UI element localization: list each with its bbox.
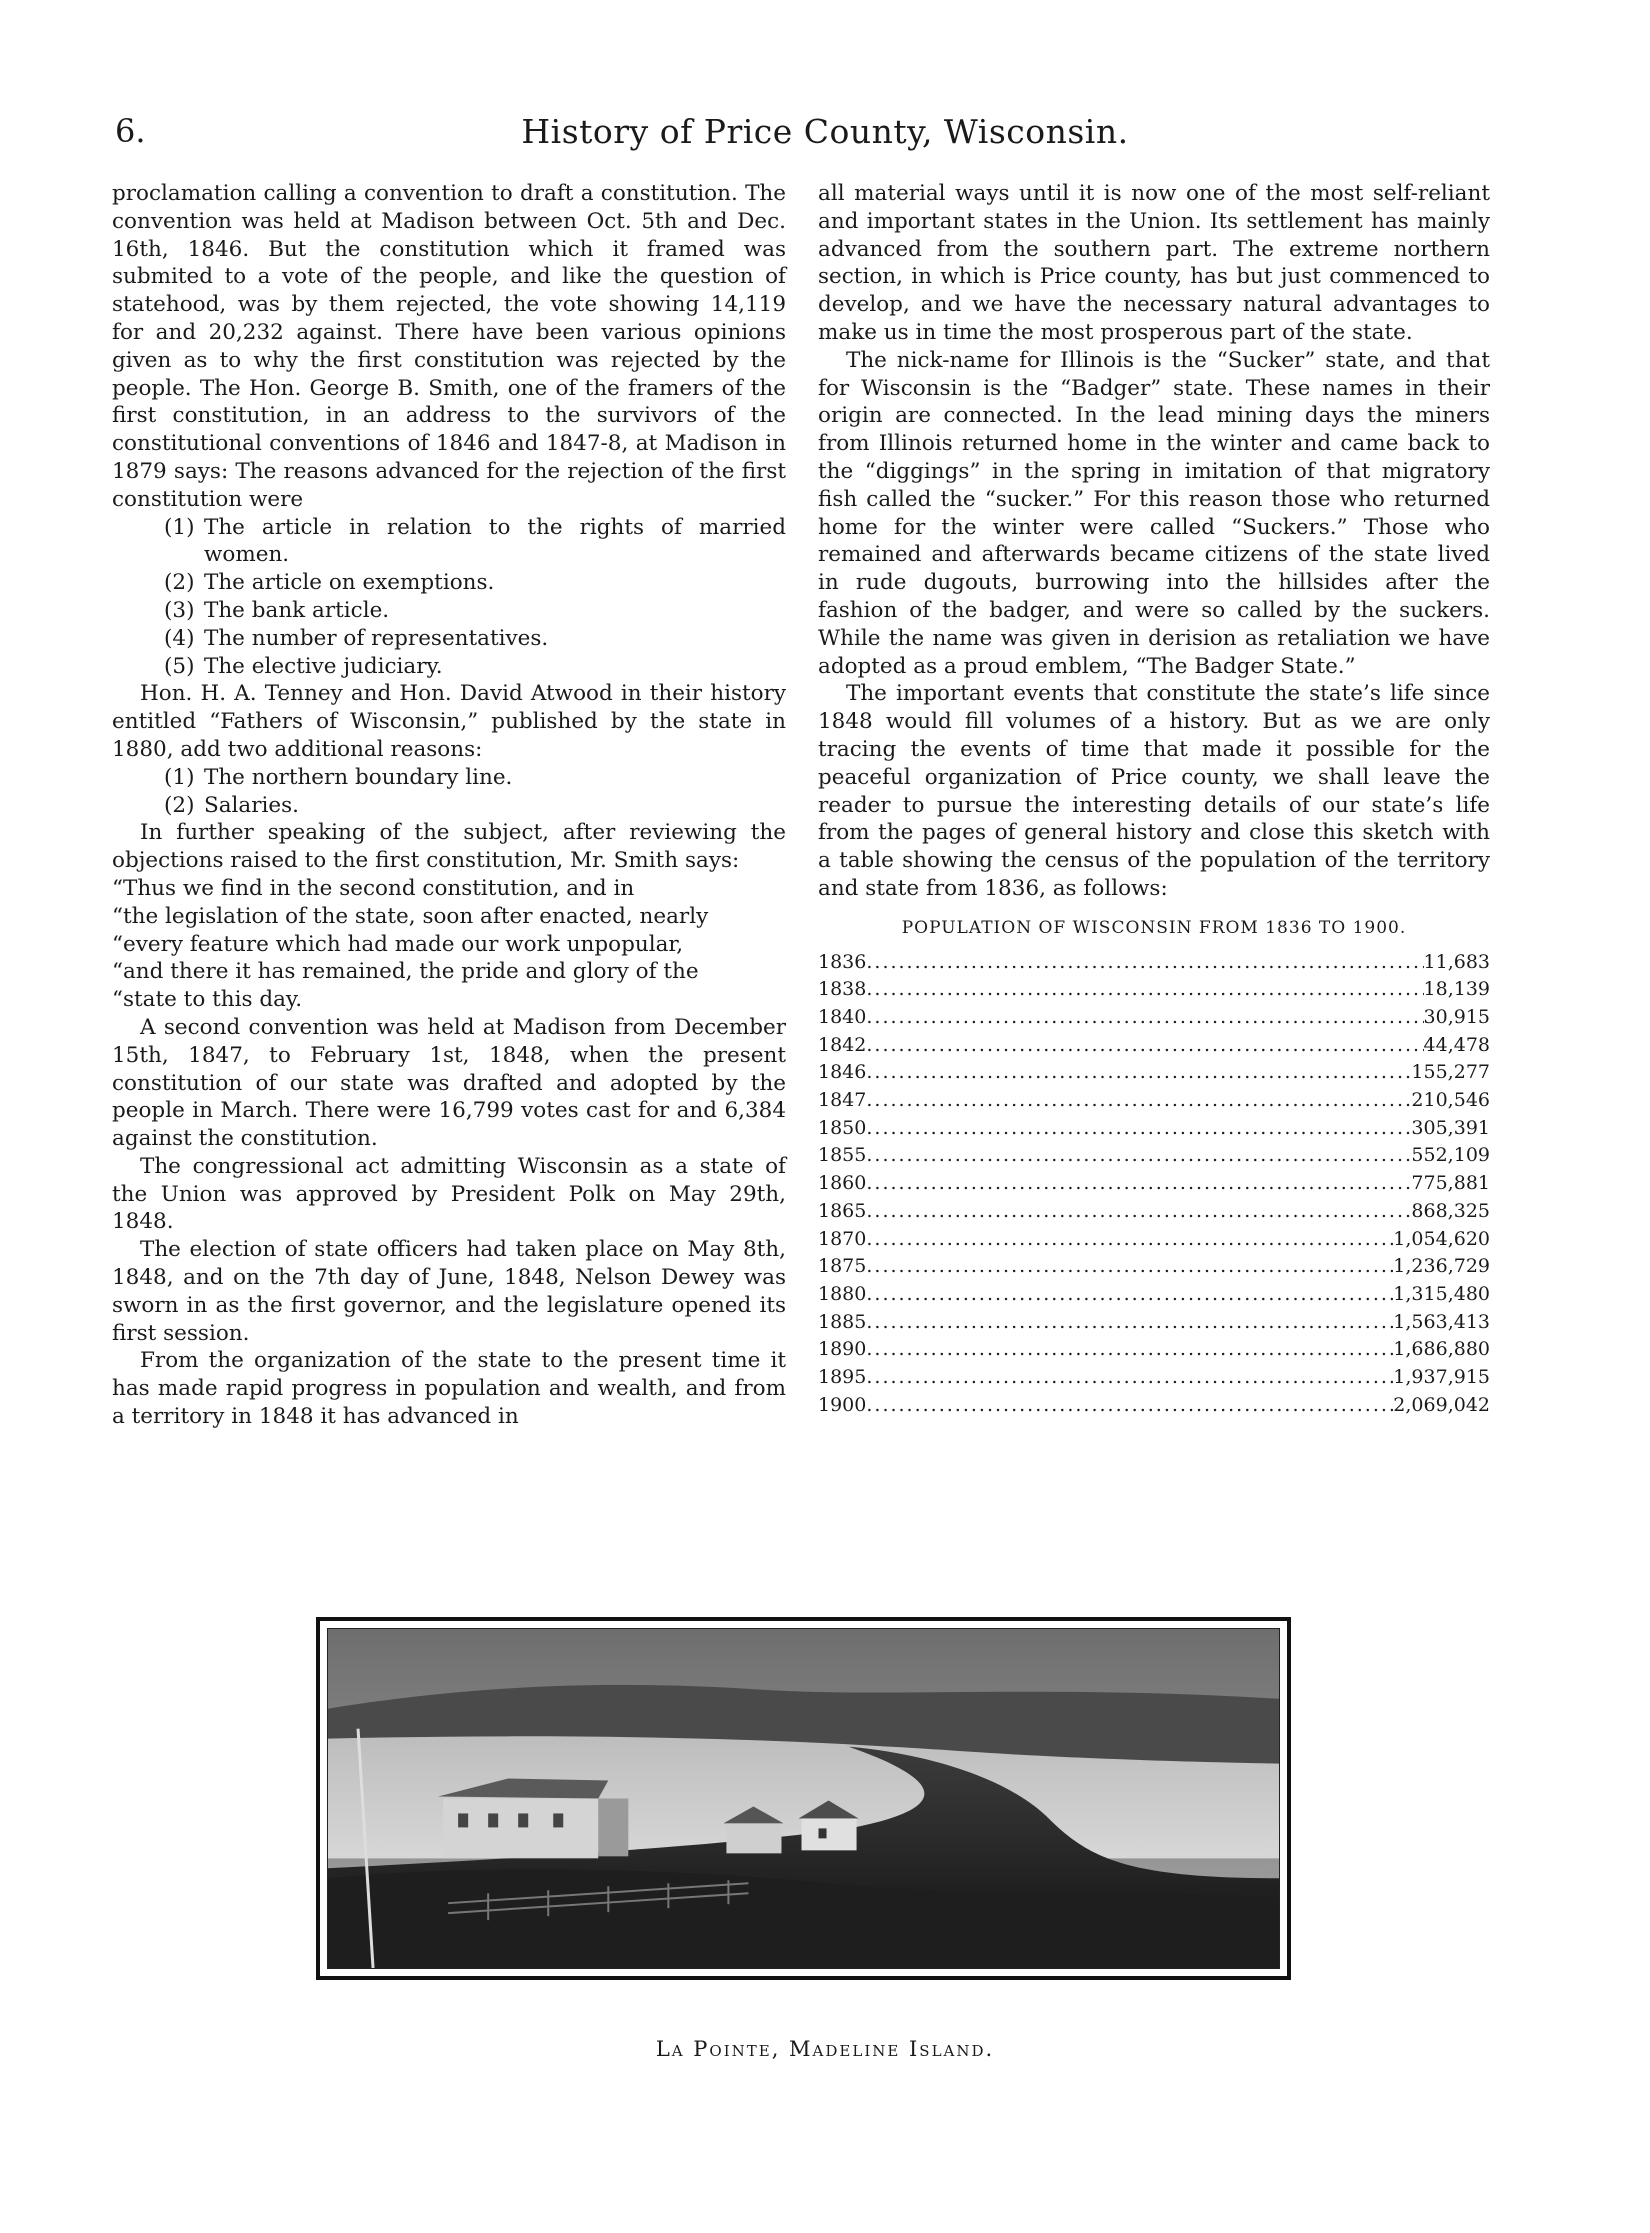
paragraph: From the organization of the state to the present time it has made rapid progress in population and wealth, and from a territory in 1848 it has advanced in — [112, 1348, 786, 1430]
landscape-illustration — [328, 1629, 1279, 1968]
year-cell: 1870 — [818, 1227, 867, 1250]
list-text: The article on exemptions. — [204, 570, 495, 596]
dot-leader — [866, 949, 1423, 977]
paragraph: proclamation calling a convention to draft a constitution. The convention was held at Madison between Oct. 5th and Dec. 16th, 1846. But the constitution which it framed was submited to a vote of the people, and like the question of statehood, was by them rejected, the vote showing 14,119 for and 20,232 against. There have been various opinions given as to why the first constitution was rejected by the people. The Hon. George B. Smith, one of the framers of the first constitution, in an address to the survivors of the constitutional conventions of 1846 and 1847-8, at Madison in 1879 says: The reasons advanced for the rejection of the first constitution were — [112, 181, 786, 512]
list-item — [112, 569, 786, 597]
population-cell: 868,325 — [1411, 1199, 1490, 1222]
year-cell: 1860 — [818, 1172, 867, 1195]
list-number: (1) — [164, 514, 195, 540]
year-cell: 1900 — [818, 1393, 867, 1416]
dot-leader — [866, 1392, 1393, 1420]
table-row — [818, 1115, 1490, 1143]
quote-line: “state to this day. — [112, 987, 303, 1013]
table-row — [818, 1142, 1490, 1170]
dot-leader — [866, 976, 1423, 1004]
year-cell: 1890 — [818, 1338, 867, 1361]
paragraph: A second convention was held at Madison from December 15th, 1847, to February 1st, 1848, when the present constitution of our state was drafted and adopted by the people in March. There were 16,799 votes cast for and 6,384 against the constitution. — [112, 1014, 786, 1152]
table-row — [818, 1087, 1490, 1115]
table-caption: POPULATION OF WISCONSIN FROM 1836 TO 1900. — [901, 917, 1407, 938]
population-cell: 552,109 — [1411, 1144, 1490, 1167]
table-row — [818, 1170, 1490, 1198]
quotation — [112, 875, 786, 1014]
table-row — [818, 1226, 1490, 1254]
population-cell: 44,478 — [1423, 1033, 1490, 1056]
paragraph: The important events that constitute the state’s life since 1848 would fill volumes of a history. But as we are only tracing the events of time that made it possible for the peaceful organization of Price county, we shall leave the reader to pursue the interesting details of our state’s life from the pages of general history and close this sketch with a table showing the census of the population of the territory and state from 1836, as follows: — [818, 681, 1490, 901]
quote-line: “Thus we find in the second constitution, and in — [112, 875, 635, 901]
landscape-photo — [327, 1628, 1280, 1969]
list-number: (4) — [164, 625, 195, 651]
table-row — [818, 1309, 1490, 1337]
list-number: (1) — [164, 764, 195, 790]
year-cell: 1838 — [818, 978, 867, 1001]
list-number: (5) — [164, 653, 195, 679]
page-header — [0, 112, 1650, 162]
table-row — [818, 1392, 1490, 1420]
list-number: (2) — [164, 792, 195, 818]
dot-leader — [866, 1336, 1393, 1364]
list-item — [112, 792, 786, 820]
table-row — [818, 1004, 1490, 1032]
population-cell: 1,054,620 — [1393, 1227, 1490, 1250]
population-cell: 2,069,042 — [1393, 1393, 1490, 1416]
year-cell: 1885 — [818, 1310, 867, 1333]
paragraph: Hon. H. A. Tenney and Hon. David Atwood in their history entitled “Fathers of Wisconsin,” published by the state in 1880, add two additional reasons: — [112, 681, 786, 762]
population-cell: 210,546 — [1411, 1089, 1490, 1112]
list-item — [112, 653, 786, 681]
figure-caption — [0, 2037, 1650, 2061]
list-item — [112, 625, 786, 653]
population-cell: 155,277 — [1411, 1061, 1490, 1084]
table-row — [818, 1336, 1490, 1364]
list-number: (2) — [164, 570, 195, 596]
dot-leader — [866, 1309, 1393, 1337]
large-house — [438, 1779, 628, 1859]
dot-leader — [866, 1142, 1411, 1170]
population-cell: 1,686,880 — [1393, 1338, 1490, 1361]
paragraph: all material ways until it is now one of the most self-reliant and important states in the Union. Its settlement has mainly advanced from the southern part. The extreme northern section, in which is Price county, has but just commenced to develop, and we have the necessary natural advantages to make us in time the most prosperous part of the state. — [818, 181, 1490, 345]
population-cell: 1,563,413 — [1393, 1310, 1490, 1333]
population-cell: 18,139 — [1423, 978, 1490, 1001]
year-cell: 1840 — [818, 1005, 867, 1028]
population-cell: 1,236,729 — [1393, 1255, 1490, 1278]
list-text: The northern boundary line. — [204, 764, 513, 790]
photo-frame — [316, 1617, 1291, 1980]
list-item — [112, 764, 786, 792]
population-cell: 775,881 — [1411, 1172, 1490, 1195]
table-row — [818, 1281, 1490, 1309]
caption-text: La Pointe, Madeline Island. — [655, 2037, 995, 2061]
population-cell: 1,937,915 — [1393, 1366, 1490, 1389]
list-item — [112, 597, 786, 625]
population-cell: 1,315,480 — [1393, 1282, 1490, 1305]
table-row — [818, 949, 1490, 977]
table-row — [818, 1198, 1490, 1226]
reasons-list — [112, 514, 786, 681]
quote-line: “and there it has remained, the pride and glory of the — [112, 959, 699, 985]
dot-leader — [866, 1032, 1423, 1060]
dot-leader — [866, 1087, 1411, 1115]
page-number: 6. — [115, 112, 146, 150]
year-cell: 1847 — [818, 1089, 867, 1112]
population-cell: 11,683 — [1423, 950, 1490, 973]
population-table — [818, 915, 1490, 1420]
table-row — [818, 1253, 1490, 1281]
year-cell: 1875 — [818, 1255, 867, 1278]
dot-leader — [866, 1281, 1393, 1309]
population-cell: 30,915 — [1423, 1005, 1490, 1028]
list-text: The bank article. — [204, 597, 390, 623]
list-item — [112, 514, 786, 570]
paragraph: The congressional act admitting Wisconsin as a state of the Union was approved by President Polk on May 29th, 1848. — [112, 1153, 786, 1235]
dot-leader — [866, 1226, 1393, 1254]
paragraph: The election of state officers had taken place on May 8th, 1848, and on the 7th day of June, 1848, Nelson Dewey was sworn in as the first governor, and the legislature opened its first session. — [112, 1237, 786, 1346]
right-column — [818, 180, 1490, 1419]
list-number: (3) — [164, 597, 195, 623]
list-text: Salaries. — [204, 792, 299, 818]
table-row — [818, 1059, 1490, 1087]
dot-leader — [866, 1253, 1393, 1281]
list-text: The elective judiciary. — [204, 653, 443, 679]
population-cell: 305,391 — [1411, 1116, 1490, 1139]
running-title: History of Price County, Wisconsin. — [521, 112, 1129, 151]
paragraph: The nick-name for Illinois is the “Sucker” state, and that for Wisconsin is the “Badger” state. These names in their origin are connected. In the lead mining days the miners from Illinois returned home in the winter and came back to the “diggings” in the spring in imitation of that migratory fish called the “sucker.” For this reason those who returned home for the winter were called “Suckers.” Those who remained and afterwards became citizens of the state lived in rude dugouts, burrowing into the hillsides after the fashion of the badger, and were so called by the suckers. While the name was given in derision as retaliation we have adopted as a proud emblem, “The Badger State.” — [818, 347, 1490, 679]
dot-leader — [866, 1115, 1411, 1143]
dot-leader — [866, 1004, 1423, 1032]
year-cell: 1846 — [818, 1061, 867, 1084]
year-cell: 1855 — [818, 1144, 867, 1167]
year-cell: 1836 — [818, 950, 867, 973]
quote-line: “the legislation of the state, soon after enacted, nearly — [112, 903, 709, 929]
left-column — [112, 180, 786, 1431]
year-cell: 1850 — [818, 1116, 867, 1139]
table-row — [818, 976, 1490, 1004]
table-row — [818, 1364, 1490, 1392]
paragraph: In further speaking of the subject, after reviewing the objections raised to the first constitution, Mr. Smith says: — [112, 820, 786, 874]
table-row — [818, 1032, 1490, 1060]
year-cell: 1842 — [818, 1033, 867, 1056]
dot-leader — [866, 1364, 1393, 1392]
dot-leader — [866, 1198, 1411, 1226]
year-cell: 1895 — [818, 1366, 867, 1389]
additional-reasons-list — [112, 764, 786, 820]
year-cell: 1865 — [818, 1199, 867, 1222]
year-cell: 1880 — [818, 1282, 867, 1305]
list-text: The number of representatives. — [204, 625, 549, 651]
dot-leader — [866, 1170, 1411, 1198]
dot-leader — [866, 1059, 1411, 1087]
quote-line: “every feature which had made our work unpopular, — [112, 931, 684, 957]
list-text: The article in relation to the rights of married women. — [204, 514, 786, 568]
